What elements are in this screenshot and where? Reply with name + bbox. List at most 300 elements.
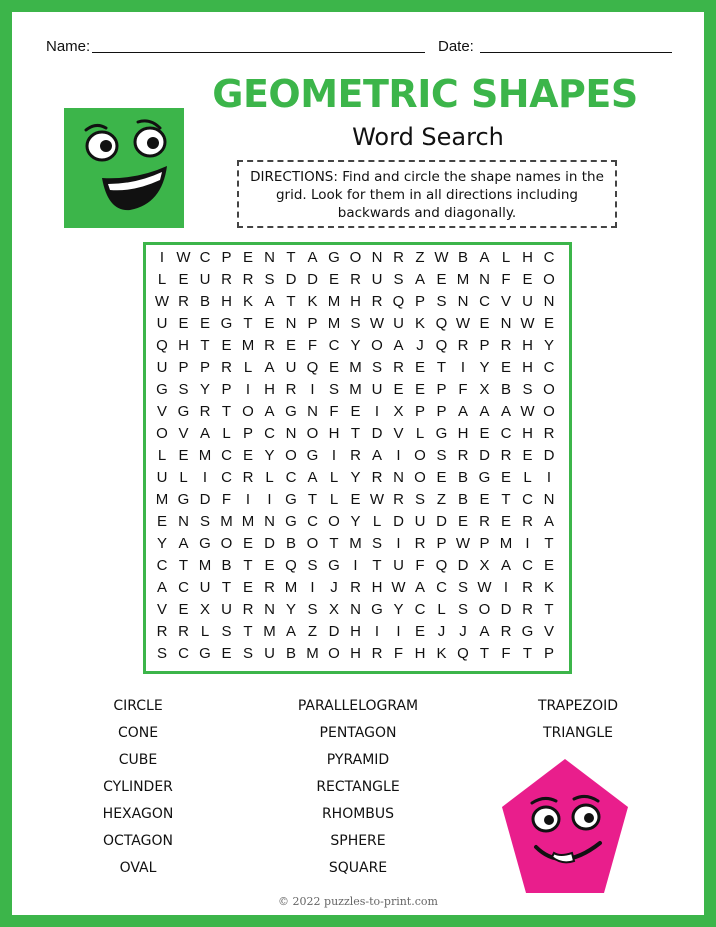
grid-letter[interactable]: M <box>327 293 341 310</box>
grid-letter[interactable]: E <box>285 337 296 354</box>
grid-letter[interactable]: V <box>500 293 511 310</box>
grid-letter[interactable]: I <box>525 535 530 552</box>
grid-letter[interactable]: M <box>198 557 212 574</box>
grid-letter[interactable]: R <box>350 271 361 288</box>
grid-letter[interactable]: S <box>350 315 361 332</box>
grid-letter[interactable]: R <box>371 293 383 310</box>
grid-letter[interactable]: N <box>371 249 383 266</box>
grid-letter[interactable]: A <box>414 579 425 596</box>
grid-letter[interactable]: Y <box>156 535 167 552</box>
grid-letter[interactable]: E <box>414 359 425 376</box>
grid-letter[interactable]: Q <box>435 557 448 574</box>
grid-letter[interactable]: C <box>436 579 447 596</box>
grid-letter[interactable]: E <box>242 447 253 464</box>
grid-letter[interactable]: C <box>221 447 232 464</box>
grid-letter[interactable]: R <box>393 491 404 508</box>
grid-letter[interactable]: G <box>177 491 190 508</box>
grid-letter[interactable]: L <box>329 469 339 486</box>
grid-letter[interactable]: Q <box>435 315 448 332</box>
grid-letter[interactable]: E <box>221 645 232 662</box>
grid-letter[interactable]: T <box>329 535 339 552</box>
grid-letter[interactable]: O <box>306 535 319 552</box>
grid-letter[interactable]: N <box>307 403 318 420</box>
grid-letter[interactable]: H <box>522 425 533 442</box>
grid-letter[interactable]: R <box>221 359 232 376</box>
grid-letter[interactable]: L <box>179 469 188 486</box>
grid-letter[interactable]: M <box>241 513 255 530</box>
grid-letter[interactable]: N <box>285 425 297 442</box>
grid-letter[interactable]: H <box>350 623 361 640</box>
grid-letter[interactable]: B <box>500 381 511 398</box>
grid-letter[interactable]: F <box>329 403 339 420</box>
grid-letter[interactable]: T <box>243 315 253 332</box>
grid-letter[interactable]: Y <box>479 359 490 376</box>
grid-letter[interactable]: X <box>199 601 210 618</box>
grid-letter[interactable]: T <box>350 425 361 442</box>
grid-letter[interactable]: P <box>178 359 189 376</box>
grid-letter[interactable]: E <box>543 315 554 332</box>
grid-letter[interactable]: C <box>328 337 340 354</box>
grid-letter[interactable]: Z <box>436 491 447 508</box>
grid-letter[interactable]: S <box>371 359 382 376</box>
grid-letter[interactable]: D <box>500 601 512 618</box>
grid-letter[interactable]: D <box>371 425 383 442</box>
grid-letter[interactable]: K <box>414 315 425 332</box>
grid-letter[interactable]: R <box>371 645 383 662</box>
grid-letter[interactable]: B <box>221 557 232 574</box>
grid-letter[interactable]: M <box>349 359 362 376</box>
grid-letter[interactable]: R <box>350 447 361 464</box>
grid-letter[interactable]: H <box>264 381 275 398</box>
grid-letter[interactable]: H <box>457 425 469 442</box>
grid-letter[interactable]: Y <box>199 381 210 398</box>
date-field[interactable] <box>480 52 672 53</box>
grid-letter[interactable]: T <box>243 557 253 574</box>
grid-letter[interactable]: A <box>264 359 275 376</box>
grid-letter[interactable]: E <box>221 337 232 354</box>
grid-letter[interactable]: E <box>522 447 533 464</box>
grid-letter[interactable]: R <box>242 271 254 288</box>
grid-letter[interactable]: P <box>479 535 490 552</box>
grid-letter[interactable]: V <box>156 403 167 420</box>
grid-letter[interactable]: R <box>457 337 469 354</box>
grid-letter[interactable]: T <box>501 491 511 508</box>
grid-letter[interactable]: R <box>242 601 254 618</box>
grid-letter[interactable]: S <box>328 381 339 398</box>
grid-letter[interactable]: M <box>349 535 362 552</box>
grid-letter[interactable]: J <box>330 579 338 596</box>
grid-letter[interactable]: I <box>374 403 380 420</box>
grid-letter[interactable]: X <box>479 381 490 398</box>
grid-letter[interactable]: H <box>522 359 533 376</box>
grid-letter[interactable]: C <box>479 293 490 310</box>
grid-letter[interactable]: I <box>460 359 466 376</box>
grid-letter[interactable]: E <box>178 601 189 618</box>
grid-letter[interactable]: Z <box>415 249 425 266</box>
grid-letter[interactable]: C <box>500 425 512 442</box>
grid-letter[interactable]: A <box>264 293 275 310</box>
grid-letter[interactable]: E <box>178 447 189 464</box>
grid-letter[interactable]: G <box>478 469 491 486</box>
grid-letter[interactable]: U <box>156 359 168 376</box>
grid-letter[interactable]: R <box>522 579 533 596</box>
grid-letter[interactable]: G <box>199 535 211 552</box>
grid-letter[interactable]: P <box>436 403 447 420</box>
grid-letter[interactable]: E <box>457 513 468 530</box>
grid-letter[interactable]: E <box>479 425 490 442</box>
grid-letter[interactable]: E <box>500 359 511 376</box>
grid-letter[interactable]: T <box>286 249 296 266</box>
grid-letter[interactable]: O <box>543 403 555 420</box>
grid-letter[interactable]: W <box>455 535 471 552</box>
grid-letter[interactable]: B <box>457 469 468 486</box>
grid-letter[interactable]: R <box>543 425 555 442</box>
grid-letter[interactable]: A <box>156 579 167 596</box>
grid-letter[interactable]: G <box>371 601 383 618</box>
grid-letter[interactable]: F <box>501 645 511 662</box>
grid-letter[interactable]: S <box>264 271 275 288</box>
grid-letter[interactable]: T <box>544 601 554 618</box>
grid-letter[interactable]: O <box>414 447 426 464</box>
grid-letter[interactable]: P <box>242 425 253 442</box>
grid-letter[interactable]: H <box>350 645 361 662</box>
grid-letter[interactable]: B <box>285 645 296 662</box>
grid-letter[interactable]: E <box>350 491 361 508</box>
grid-letter[interactable]: S <box>522 381 533 398</box>
grid-letter[interactable]: R <box>457 447 469 464</box>
grid-letter[interactable]: S <box>414 491 425 508</box>
grid-letter[interactable]: L <box>523 469 532 486</box>
grid-letter[interactable]: A <box>307 469 318 486</box>
grid-letter[interactable]: A <box>500 403 511 420</box>
grid-letter[interactable]: U <box>371 271 383 288</box>
grid-letter[interactable]: P <box>414 293 425 310</box>
grid-letter[interactable]: S <box>457 579 468 596</box>
grid-letter[interactable]: X <box>479 557 490 574</box>
grid-letter[interactable]: K <box>436 645 447 662</box>
grid-letter[interactable]: O <box>220 535 233 552</box>
grid-letter[interactable]: S <box>393 271 404 288</box>
grid-letter[interactable]: M <box>198 447 212 464</box>
grid-letter[interactable]: S <box>436 447 447 464</box>
grid-letter[interactable]: F <box>501 271 511 288</box>
grid-letter[interactable]: N <box>393 469 404 486</box>
grid-letter[interactable]: S <box>156 645 167 662</box>
grid-letter[interactable]: W <box>369 315 385 332</box>
grid-letter[interactable]: U <box>264 645 275 662</box>
grid-letter[interactable]: O <box>328 645 340 662</box>
grid-letter[interactable]: V <box>543 623 554 640</box>
grid-letter[interactable]: W <box>434 249 449 266</box>
grid-letter[interactable]: H <box>414 645 426 662</box>
grid-letter[interactable]: Y <box>350 513 361 530</box>
grid-letter[interactable]: U <box>221 601 232 618</box>
grid-letter[interactable]: C <box>522 491 533 508</box>
grid-letter[interactable]: C <box>543 359 555 376</box>
grid-letter[interactable]: O <box>242 403 254 420</box>
grid-letter[interactable]: M <box>306 645 319 662</box>
grid-letter[interactable]: A <box>285 623 296 640</box>
grid-letter[interactable]: F <box>458 381 468 398</box>
grid-letter[interactable]: U <box>199 271 211 288</box>
grid-letter[interactable]: K <box>543 579 554 596</box>
grid-letter[interactable]: D <box>436 513 447 530</box>
grid-letter[interactable]: H <box>522 337 533 354</box>
grid-letter[interactable]: G <box>435 425 448 442</box>
grid-letter[interactable]: A <box>479 403 490 420</box>
grid-letter[interactable]: L <box>372 513 382 530</box>
name-field[interactable] <box>92 52 425 53</box>
grid-letter[interactable]: C <box>178 645 189 662</box>
grid-letter[interactable]: A <box>479 623 490 640</box>
grid-letter[interactable]: R <box>178 623 189 640</box>
grid-letter[interactable]: T <box>479 645 490 662</box>
grid-letter[interactable]: U <box>393 557 404 574</box>
grid-letter[interactable]: E <box>264 557 275 574</box>
grid-letter[interactable]: J <box>459 623 467 640</box>
grid-letter[interactable]: E <box>242 579 253 596</box>
grid-letter[interactable]: P <box>414 403 425 420</box>
grid-letter[interactable]: A <box>543 513 554 530</box>
grid-letter[interactable]: N <box>178 513 189 530</box>
grid-letter[interactable]: R <box>242 469 254 486</box>
grid-letter[interactable]: G <box>306 447 319 464</box>
grid-letter[interactable]: P <box>221 249 232 266</box>
grid-letter[interactable]: D <box>393 513 404 530</box>
grid-letter[interactable]: Q <box>457 645 469 662</box>
grid-letter[interactable]: O <box>306 425 319 442</box>
grid-letter[interactable]: T <box>286 293 296 310</box>
grid-letter[interactable]: H <box>221 293 232 310</box>
grid-letter[interactable]: V <box>393 425 404 442</box>
grid-letter[interactable]: L <box>415 425 425 442</box>
grid-letter[interactable]: I <box>245 381 251 398</box>
grid-letter[interactable]: E <box>328 271 339 288</box>
grid-letter[interactable]: I <box>267 491 272 508</box>
grid-letter[interactable]: N <box>479 271 490 288</box>
grid-letter[interactable]: O <box>328 513 340 530</box>
grid-letter[interactable]: E <box>242 249 253 266</box>
grid-letter[interactable]: D <box>199 491 211 508</box>
grid-letter[interactable]: S <box>242 645 253 662</box>
grid-letter[interactable]: L <box>329 491 339 508</box>
grid-letter[interactable]: E <box>328 359 339 376</box>
grid-letter[interactable]: L <box>157 447 167 464</box>
grid-letter[interactable]: C <box>307 513 318 530</box>
grid-letter[interactable]: Y <box>543 337 554 354</box>
grid-letter[interactable]: C <box>543 249 555 266</box>
grid-letter[interactable]: U <box>414 513 426 530</box>
grid-letter[interactable]: F <box>393 645 404 662</box>
grid-letter[interactable]: N <box>457 293 469 310</box>
grid-letter[interactable]: P <box>307 315 318 332</box>
grid-letter[interactable]: D <box>285 271 297 288</box>
grid-letter[interactable]: E <box>350 403 361 420</box>
grid-letter[interactable]: X <box>328 601 339 618</box>
grid-letter[interactable]: Y <box>285 601 296 618</box>
grid-letter[interactable]: K <box>242 293 253 310</box>
grid-letter[interactable]: C <box>522 557 533 574</box>
grid-letter[interactable]: R <box>500 447 512 464</box>
grid-letter[interactable]: L <box>501 249 511 266</box>
grid-letter[interactable]: C <box>156 557 168 574</box>
grid-letter[interactable]: E <box>156 513 167 530</box>
grid-letter[interactable]: U <box>156 315 168 332</box>
grid-letter[interactable]: O <box>156 425 168 442</box>
grid-letter[interactable]: J <box>437 623 446 640</box>
grid-letter[interactable]: F <box>221 491 232 508</box>
grid-letter[interactable]: I <box>245 491 251 508</box>
grid-letter[interactable]: A <box>414 271 425 288</box>
grid-letter[interactable]: R <box>393 249 404 266</box>
grid-letter[interactable]: W <box>154 293 170 310</box>
grid-letter[interactable]: L <box>265 469 274 486</box>
grid-letter[interactable]: G <box>285 403 297 420</box>
grid-letter[interactable]: G <box>177 403 190 420</box>
grid-letter[interactable]: W <box>369 491 385 508</box>
grid-letter[interactable]: M <box>155 491 169 508</box>
grid-letter[interactable]: M <box>284 579 298 596</box>
grid-letter[interactable]: E <box>199 315 210 332</box>
grid-letter[interactable]: Q <box>285 557 297 574</box>
grid-letter[interactable]: E <box>500 469 511 486</box>
grid-letter[interactable]: V <box>178 425 189 442</box>
grid-letter[interactable]: N <box>264 249 275 266</box>
grid-letter[interactable]: T <box>243 623 253 640</box>
grid-letter[interactable]: H <box>371 579 383 596</box>
grid-letter[interactable]: Z <box>307 623 318 640</box>
grid-letter[interactable]: O <box>285 447 297 464</box>
grid-letter[interactable]: F <box>307 337 318 354</box>
grid-letter[interactable]: A <box>500 557 511 574</box>
grid-letter[interactable]: B <box>199 293 210 310</box>
grid-letter[interactable]: N <box>543 491 555 508</box>
grid-letter[interactable]: I <box>159 249 165 266</box>
grid-letter[interactable]: O <box>543 381 555 398</box>
grid-letter[interactable]: R <box>350 579 361 596</box>
grid-letter[interactable]: D <box>264 535 275 552</box>
grid-letter[interactable]: A <box>264 403 275 420</box>
grid-letter[interactable]: R <box>479 513 490 530</box>
grid-letter[interactable]: W <box>520 403 535 420</box>
grid-letter[interactable]: T <box>372 557 382 574</box>
grid-letter[interactable]: S <box>307 601 318 618</box>
grid-letter[interactable]: T <box>544 535 554 552</box>
grid-letter[interactable]: L <box>243 359 253 376</box>
grid-letter[interactable]: P <box>543 645 554 662</box>
grid-letter[interactable]: E <box>479 491 490 508</box>
grid-letter[interactable]: T <box>221 579 232 596</box>
grid-letter[interactable]: L <box>157 271 167 288</box>
grid-letter[interactable]: R <box>522 601 533 618</box>
grid-letter[interactable]: I <box>374 623 380 640</box>
grid-letter[interactable]: G <box>199 645 211 662</box>
grid-letter[interactable]: S <box>457 601 468 618</box>
grid-letter[interactable]: I <box>396 623 401 640</box>
grid-letter[interactable]: E <box>543 557 554 574</box>
grid-letter[interactable]: M <box>327 315 341 332</box>
grid-letter[interactable]: R <box>178 293 189 310</box>
grid-letter[interactable]: S <box>307 557 318 574</box>
grid-letter[interactable]: M <box>220 513 233 530</box>
grid-letter[interactable]: P <box>436 381 447 398</box>
grid-letter[interactable]: G <box>328 249 340 266</box>
grid-letter[interactable]: X <box>393 403 404 420</box>
grid-letter[interactable]: I <box>503 579 509 596</box>
grid-letter[interactable]: R <box>522 513 533 530</box>
grid-letter[interactable]: N <box>350 601 361 618</box>
grid-letter[interactable]: E <box>500 513 511 530</box>
grid-letter[interactable]: R <box>199 403 211 420</box>
grid-letter[interactable]: N <box>500 315 512 332</box>
grid-letter[interactable]: Y <box>350 469 361 486</box>
grid-letter[interactable]: C <box>264 425 275 442</box>
grid-letter[interactable]: M <box>349 381 362 398</box>
grid-letter[interactable]: C <box>221 469 232 486</box>
grid-letter[interactable]: R <box>264 579 275 596</box>
grid-letter[interactable]: P <box>199 359 210 376</box>
grid-letter[interactable]: E <box>178 271 189 288</box>
grid-letter[interactable]: P <box>436 535 447 552</box>
grid-letter[interactable]: G <box>220 315 233 332</box>
grid-letter[interactable]: E <box>479 315 490 332</box>
grid-letter[interactable]: T <box>200 337 210 354</box>
grid-letter[interactable]: G <box>285 491 297 508</box>
grid-letter[interactable]: O <box>478 601 491 618</box>
grid-letter[interactable]: U <box>393 315 404 332</box>
grid-letter[interactable]: A <box>479 249 490 266</box>
grid-letter[interactable]: E <box>264 315 275 332</box>
grid-letter[interactable]: H <box>522 249 533 266</box>
grid-letter[interactable]: B <box>285 535 296 552</box>
grid-letter[interactable]: O <box>371 337 383 354</box>
grid-letter[interactable]: O <box>349 249 362 266</box>
grid-letter[interactable]: E <box>178 315 189 332</box>
grid-letter[interactable]: D <box>543 447 555 464</box>
grid-letter[interactable]: A <box>371 447 382 464</box>
grid-letter[interactable]: V <box>156 601 167 618</box>
grid-letter[interactable]: P <box>479 337 490 354</box>
grid-letter[interactable]: E <box>393 381 404 398</box>
grid-letter[interactable]: T <box>178 557 189 574</box>
grid-letter[interactable]: I <box>310 579 315 596</box>
grid-letter[interactable]: C <box>285 469 297 486</box>
grid-letter[interactable]: E <box>436 469 447 486</box>
grid-letter[interactable]: I <box>353 557 358 574</box>
grid-letter[interactable]: E <box>414 381 425 398</box>
grid-letter[interactable]: W <box>455 315 471 332</box>
grid-letter[interactable]: I <box>546 469 552 486</box>
grid-letter[interactable]: U <box>522 293 533 310</box>
grid-letter[interactable]: N <box>285 315 297 332</box>
grid-letter[interactable]: J <box>416 337 424 354</box>
grid-letter[interactable]: W <box>477 579 492 596</box>
grid-letter[interactable]: U <box>371 381 383 398</box>
grid-letter[interactable]: W <box>391 579 406 596</box>
grid-letter[interactable]: Q <box>392 293 405 310</box>
grid-letter[interactable]: Y <box>264 447 275 464</box>
grid-letter[interactable]: U <box>199 579 211 596</box>
grid-letter[interactable]: H <box>350 293 361 310</box>
grid-letter[interactable]: I <box>310 381 315 398</box>
grid-letter[interactable]: U <box>285 359 297 376</box>
grid-letter[interactable]: M <box>456 271 470 288</box>
grid-letter[interactable]: M <box>263 623 276 640</box>
grid-letter[interactable]: D <box>457 557 469 574</box>
grid-letter[interactable]: G <box>285 513 297 530</box>
grid-letter[interactable]: A <box>393 337 404 354</box>
grid-letter[interactable]: L <box>437 601 446 618</box>
